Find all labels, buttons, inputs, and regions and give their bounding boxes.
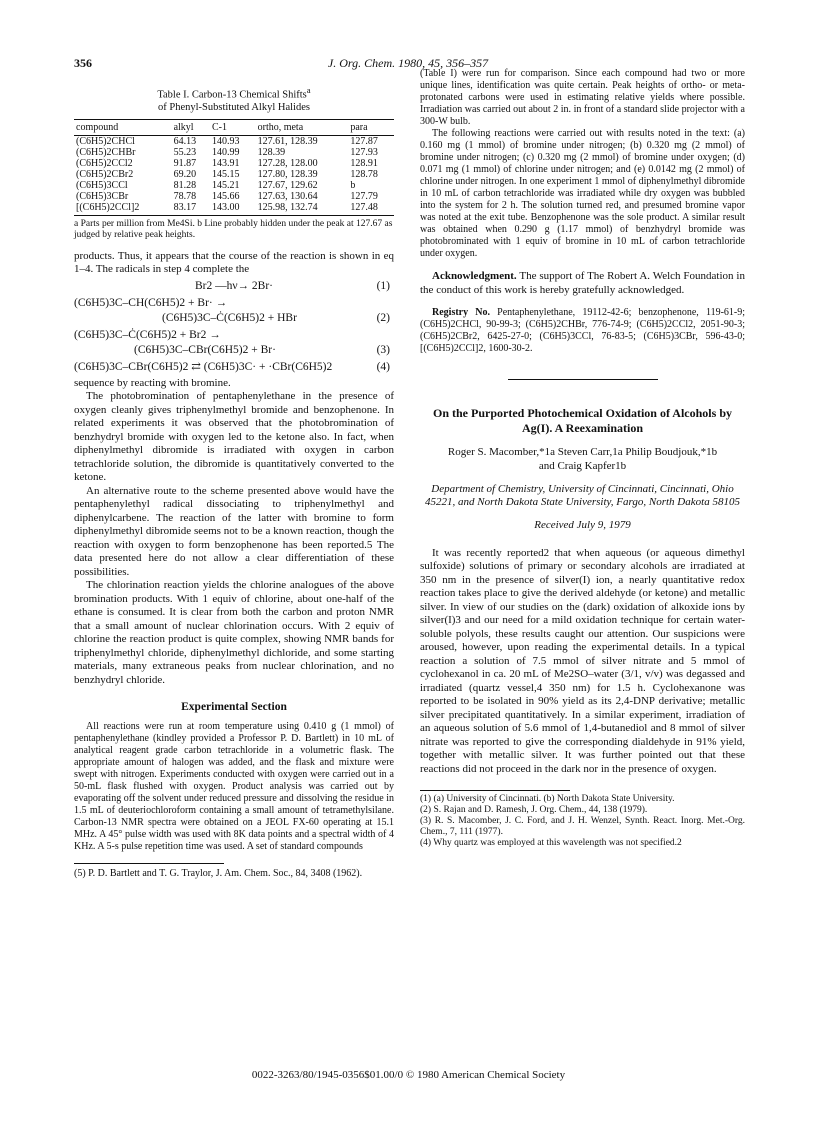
equation-2 [74,296,394,326]
table-cell: b [350,179,356,191]
table-cell: (C6H5)2CCl2 [76,157,133,169]
registry-heading: Registry No. [432,307,490,318]
equation-text: (C6H5)3C–Ċ(C6H5)2 + HBr [162,311,297,324]
table-row [74,147,394,158]
copyright-footer: 0022-3263/80/1945-0356$01.00/0 © 1980 American Chemical Society [251,1069,566,1081]
registry-numbers [420,307,745,355]
table-cell: 81.28 [173,179,197,191]
table-cell: 140.93 [211,135,240,147]
table-cell: 69.20 [173,168,197,180]
paragraph: The photobromination of pentaphenylethane in the presence of oxygen cleanly gives triphenylmethyl bromide and benzophenone. In related experiments it was observed that the photobromination of benzhydryl bromide with oxygen led to the ketone also. In fact, when diphenylmethyl dibromide is irradiated with oxygen in carbon tetrachloride solution, the dibromide is quantitatively converted to the ketone. [74,390,394,483]
table-cell: 64.13 [173,135,197,147]
chemical-shift-table [74,119,394,216]
table-cell: 143.91 [211,157,240,169]
column-header: ortho, meta [256,119,349,135]
acknowledgment [420,270,745,297]
table-row [74,202,394,216]
equation-4 [74,360,394,375]
footnote: (3) R. S. Macomber, J. C. Ford, and J. H. Wenzel, Synth. React. Inorg. Met.-Org. Chem., 7, 111 (1977). [420,816,745,837]
footnote-rule [74,863,224,864]
footnote: (2) S. Rajan and D. Ramesh, J. Org. Chem., 44, 138 (1979). [420,805,648,815]
table-cell: 91.87 [173,157,197,169]
table-cell: 125.98, 132.74 [256,202,349,216]
equation-text: (C6H5)3C–CBr(C6H5)2 + Br· [134,343,276,356]
table-cell: 127.80, 128.39 [257,168,318,180]
equation-text: (C6H5)3C–CH(C6H5)2 + Br· → [74,296,228,309]
article-separator [508,379,658,380]
table-title-line2: of Phenyl-Substituted Alkyl Halides [158,102,310,113]
experimental-reactions: The following reactions were carried out with results noted in the text: (a) 0.160 mg (1 mmol) of bromine under nitrogen; (b) 0.320 mg (2 mmol) of bromine under nitrogen; (c) 0.320 mg (2 mmol) of bromine under oxygen; (d) 0.071 mg (1 mmol) of chlorine under nitrogen; and (e) 0.0142 mg (2 mmol) of chlorine under nitrogen. In one experiment 1 mmol of diphenylmethyl dibromide in 10 mL of carbon tetrachloride was irradiated while dry oxygen was bubbled into the system for 2 h. The solution turned red, and presumed bromine vapor was noted at the exit tube. Benzophenone was the sole product. A similar result was obtained when 0.290 g (1.17 mmol) of benzhydryl bromide was photobrominated with 1 equiv of bromine in 10 mL of carbon tetrachloride under oxygen. [420,128,745,259]
registry-text: Pentaphenylethane, 19112-42-6; benzophenone, 119-61-9; (C6H5)2CHCl, 90-99-3; (C6H5)2CHBr, 776-74-9; (C6H5)2CCl2, 2051-90-3; (C6H5)2CBr2, 6425-27-0; (C6H5)3CCl, 76-83-5; (C6H5)3CBr, 596-43-0; [(C6H5)2CCl]2, 1600-30-2. [420,307,746,354]
table-cell: 127.63, 130.64 [257,190,318,202]
equation-text: (C6H5)3C–Ċ(C6H5)2 + Br2 → [74,328,221,341]
table-row [74,180,394,191]
paragraph: An alternative route to the scheme presented above would have the pentaphenylethyl radical dissociating to triphenylmethyl and diphenylcarbene. The reaction of the latter with bromine to form diphenylmethyl dibromide seems not to be a known reaction, though the reaction with oxygen to form benzophenone has been reported.5 The data presented here do not allow a clear differentiation of these possibilities. [74,484,394,578]
table-title-sup: a [306,85,311,95]
table-cell: (C6H5)2CHBr [76,146,136,158]
table-cell: (C6H5)2CBr2 [76,168,134,180]
table-cell: 127.87 [350,135,378,147]
table-cell: [(C6H5)2CCl]2 [74,202,172,216]
equation-number: (4) [376,360,390,373]
equation-3 [74,328,394,358]
footnotes [420,794,745,849]
table-cell: 128.91 [350,157,378,169]
equation-text: Br2 —hν→ 2Br· [194,279,274,292]
table-cell: 127.93 [350,146,378,158]
column-header: compound [74,119,172,135]
experimental-text: All reactions were run at room temperature using 0.410 g (1 mmol) of pentaphenylethane (kindley provided a Professor P. D. Bartlett) in 10 mL of analytical reagent grade carbon tetrachloride in a volumetric flask. The appropriate amount of halogen was added, and the flask and mixture were swept with nitrogen. Experiments conducted with oxygen were carried out in a 50-mL flask flushed with oxygen. Product analysis was carried out by evaporating off the solvent under reduced pressure and dissolving the residue in 1.5 mL of deuteriochloroform containing a small amount of tetramethylsilane. Carbon-13 NMR spectra were obtained on a JEOL FX-60 operating at 15.1 MHz. A 45° pulse width was used with 8K data points and a spectral width of 4 KHz. A 5-s pulse repetition time was used. A set of standard compounds [74,720,394,852]
table-title [74,84,394,115]
table-cell: 78.78 [173,190,197,202]
column-header: para [348,119,394,135]
article-body: It was recently reported2 that when aqueous (or aqueous dimethyl sulfoxide) solutions of primary or secondary alcohols are irradiated at 350 nm in the presence of silver(I) ion, a nearly quantitative redox reaction takes place to give the derived aldehyde (or ketone) and metallic silver. In view of our studies on the (dark) oxidation of alkoxide ions by silver(I)3 and our need for a mild oxidation technique for certain water-soluble polyols, these results caught our attention. Our suspicions were aroused, however, upon reading the experimental details. In a typical reaction a solution of 7.5 mmol of silver nitrate and 5 mmol of cyclohexanol in ca. 20 mL of Me2SO–water (3/1, v/v) was degassed and irradiated (quartz vessel,4 350 nm) for 1.5 h. Cyclohexanone was reported to be isolated in 90% yield as its 2,4-DNP derivative; metallic silver precipitated quantitatively. In a similar experiment, irradiation of an aqueous solution of 5.6 mmol of 1,4-butanediol and 8 mmol of silver nitrate was reported to give the corresponding dialdehyde in 91% yield, together with metallic silver. It was further pointed out that these reactions did not proceed in the dark nor in the presence of oxygen. [420,546,745,775]
table-cell: (C6H5)2CHCl [76,135,135,147]
footnote: (4) Why quartz was employed at this wavelength was not specified.2 [420,838,682,848]
table-body [74,135,394,215]
table-cell: 143.00 [210,202,256,216]
authors-line: and Craig Kapfer1b [538,459,627,472]
column-header: C-1 [210,119,256,135]
acknowledgment-text: The support of The Robert A. Welch Foundation in the conduct of this work is hereby gratefully acknowledged. [420,270,745,296]
paragraph: products. Thus, it appears that the course of the reaction is shown in eq 1–4. The radicals in step 4 complete the [74,249,394,275]
acknowledgment-heading: Acknowledgment. [432,270,517,282]
experimental-continued: (Table I) were run for comparison. Since each compound had two or more unique lines, identification was quite certain. Peak heights of ortho- or meta-protonated carbons were used in estimating relative yields where possible. Irradiation was carried out about 2 in. in front of a standard slide projector with a 300-W bulb. [420,68,745,127]
authors [420,446,745,473]
table-cell: 140.99 [211,146,240,158]
column-header: alkyl [172,119,210,135]
table-cell: 127.61, 128.39 [257,135,318,147]
table-cell: 145.21 [211,179,240,191]
footnote-5: (5) P. D. Bartlett and T. G. Traylor, J. Am. Chem. Soc., 84, 3408 (1962). [74,867,363,879]
equation-number: (1) [376,279,390,292]
left-column [74,84,394,880]
table-cell: 128.78 [350,168,378,180]
table-row [74,135,394,147]
equation-text: (C6H5)3C–CBr(C6H5)2 ⇄ (C6H5)3C· + ·CBr(C6H5)2 [74,360,333,373]
section-heading: Experimental Section [181,701,287,713]
table-cell: 127.79 [350,190,378,202]
table-cell: 145.15 [211,168,240,180]
footnote-rule [420,790,570,791]
table-header-row [74,119,394,135]
table-row [74,158,394,169]
table-cell: 145.66 [211,190,240,202]
affiliation: Department of Chemistry, University of Cincinnati, Cincinnati, Ohio 45221, and North Dakota State University, Fargo, North Dakota 58105 [425,483,740,508]
equation-number: (3) [376,343,390,356]
table-cell: 127.67, 129.62 [257,179,318,191]
right-column [420,68,745,849]
table-cell: (C6H5)3CBr [76,190,129,202]
table-title-line1: Table I. Carbon-13 Chemical Shifts [157,89,307,101]
table-cell: 127.48 [348,202,394,216]
table-row [74,169,394,180]
page-number: 356 [74,56,92,70]
footnote: (1) (a) University of Cincinnati. (b) North Dakota State University. [420,794,675,804]
table-cell: (C6H5)3CCl [76,179,128,191]
article-title: On the Purported Photochemical Oxidation of Alcohols by Ag(I). A Reexamination [432,406,732,435]
equation-number: (2) [376,311,390,324]
authors-line: Roger S. Macomber,*1a Steven Carr,1a Philip Boudjouk,*1b [447,446,718,458]
journal-citation: J. Org. Chem. 1980, 45, 356–357 [327,56,489,70]
paragraph: The chlorination reaction yields the chlorine analogues of the above bromination products. With 1 equiv of chlorine, about one-half of the ethane is consumed. It is clear from both the carbon and proton NMR that a small amount of nuclear chlorination occurs. With 2 equiv of chlorine the reaction product is quite complex, showing NMR bands for triphenylmethyl chloride, diphenylmethyl dichloride, and some starting materials, many extraneous peaks from nuclear chlorination, and no benzhydryl chloride. [74,579,394,686]
table-row [74,191,394,202]
paragraph: sequence by reacting with bromine. [74,376,231,389]
equation-1 [74,279,394,294]
table-footnote: a Parts per million from Me4Si. b Line probably hidden under the peak at 127.67 as judged by relative peak heights. [74,218,393,240]
received-date: Received July 9, 1979 [534,519,631,531]
table-cell: 128.39 [257,146,286,158]
table-cell: 127.28, 128.00 [257,157,318,169]
table-cell: 55.23 [173,146,197,158]
table-cell: 83.17 [172,202,210,216]
